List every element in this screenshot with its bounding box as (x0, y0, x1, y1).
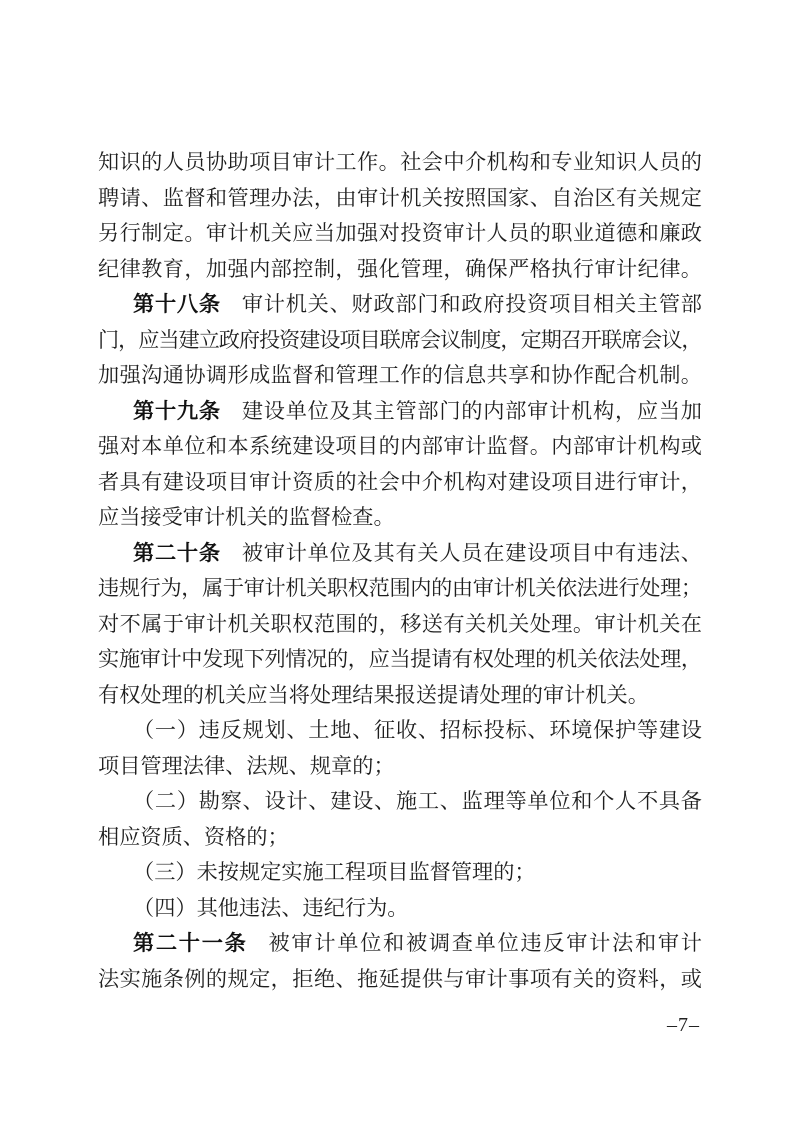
line-text: 相应资质、资格的； (98, 824, 289, 849)
page-number: –7– (667, 1014, 700, 1036)
line-text: 对不属于审计机关职权范围的，移送有关机关处理。审计机关在 (98, 611, 702, 636)
line-text: （三）未按规定实施工程项目监督管理的； (133, 860, 536, 884)
line-text: （二）勘察、设计、建设、施工、监理等单位和个人不具备 (133, 789, 702, 813)
line-text: 被审计单位和被调查单位违反审计法和审计 (268, 931, 702, 955)
text-line (98, 571, 702, 607)
text-line (98, 678, 702, 714)
line-text: 违规行为，属于审计机关职权范围内的由审计机关依法进行处理； (98, 576, 702, 600)
line-text: 纪律教育，加强内部控制，强化管理，确保严格执行审计纪律。 (98, 256, 702, 281)
text-line (98, 216, 702, 252)
document-body (98, 145, 702, 997)
text-line (98, 500, 702, 536)
article-first-line (98, 536, 702, 572)
line-text: 被审计单位及其有关人员在建设项目中有违法、 (241, 540, 702, 565)
line-text: 审计机关、财政部门和政府投资项目相关主管部 (241, 292, 702, 316)
text-line (98, 891, 702, 927)
text-line (98, 323, 702, 359)
text-line (98, 820, 702, 856)
line-text: （四）其他违法、违纪行为。 (133, 895, 409, 920)
line-text: （一）违反规划、土地、征收、招标投标、环境保护等建设 (133, 718, 702, 742)
text-line (98, 252, 702, 288)
line-text: 强对本单位和本系统建设项目的内部审计监督。内部审计机构或 (98, 434, 702, 458)
text-line (98, 145, 702, 181)
article-first-line (98, 926, 702, 962)
article-number: 第十八条 (133, 293, 221, 316)
article-number: 第二十条 (133, 541, 221, 565)
text-line (98, 962, 702, 998)
line-text: 加强沟通协调形成监督和管理工作的信息共享和协作配合机制。 (98, 363, 702, 387)
text-line (98, 607, 702, 643)
text-line (98, 358, 702, 394)
text-line (98, 855, 702, 891)
line-text: 有权处理的机关应当将处理结果报送提请处理的审计机关。 (98, 682, 649, 707)
line-text: 知识的人员协助项目审计工作。社会中介机构和专业知识人员的 (98, 150, 702, 174)
text-line (98, 713, 702, 749)
article-first-line (98, 287, 702, 323)
article-number: 第二十一条 (133, 932, 248, 955)
text-line (98, 429, 702, 465)
text-line (98, 465, 702, 501)
article-first-line (98, 394, 702, 430)
text-line (98, 749, 702, 785)
line-text: 聘请、监督和管理办法，由审计机关按照国家、自治区有关规定 (98, 185, 702, 210)
article-number: 第十九条 (133, 399, 221, 423)
line-text: 应当接受审计机关的监督检查。 (98, 505, 395, 529)
text-line (98, 642, 702, 678)
line-text: 门，应当建立政府投资建设项目联席会议制度，定期召开联席会议， (98, 327, 702, 352)
line-text: 实施审计中发现下列情况的，应当提请有权处理的机关依法处理， (98, 647, 702, 671)
line-text: 者具有建设项目审计资质的社会中介机构对建设项目进行审计， (98, 469, 702, 494)
line-text: 项目管理法律、法规、规章的； (98, 753, 395, 778)
text-line (98, 784, 702, 820)
text-line (98, 181, 702, 217)
line-text: 建设单位及其主管部门的内部审计机构，应当加 (241, 398, 702, 423)
line-text: 法实施条例的规定，拒绝、拖延提供与审计事项有关的资料，或 (98, 966, 702, 991)
line-text: 另行制定。审计机关应当加强对投资审计人员的职业道德和廉政 (98, 221, 702, 245)
